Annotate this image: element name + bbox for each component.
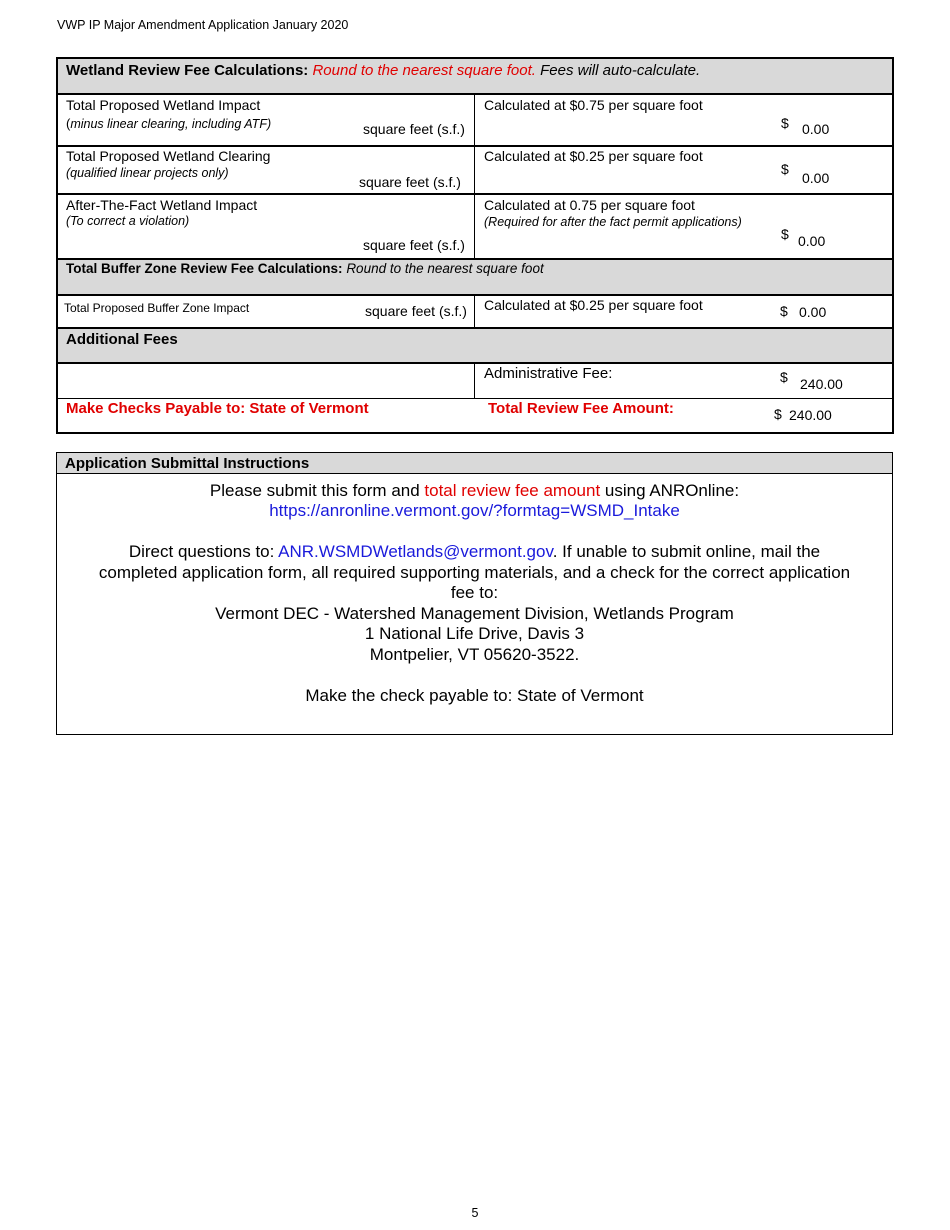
make-checks-payable: Make Checks Payable to: State of Vermont [66,400,369,417]
fee-calculation-table [56,57,894,434]
wetland-impact-currency: $ [781,115,789,131]
total-fee-currency: $ [774,406,782,422]
total-review-fee-phrase: total review fee amount [424,481,601,500]
atf-wetland-currency: $ [781,226,789,242]
wetland-clearing-unit: square feet (s.f.) [359,174,461,190]
address-line-2: 1 National Life Drive, Davis 3 [364,624,585,643]
wetland-impact-amount[interactable]: 0.00 [802,121,830,137]
page-number: 5 [471,1206,479,1220]
buffer-impact-calc: Calculated at $0.25 per square foot [484,297,703,313]
questions-line [57,542,892,563]
submit-line-start: Please submit this form and [209,481,425,500]
wetland-clearing-sublabel: (qualified linear projects only) [66,166,229,180]
wetland-clearing-calc: Calculated at $0.25 per square foot [484,148,703,164]
additional-fees-heading [58,327,892,363]
total-fee-row [58,398,892,432]
total-fee-label: Total Review Fee Amount: [488,400,674,417]
submit-line [57,481,892,502]
questions-line-end: . If unable to submit online, mail the [552,542,821,561]
atf-wetland-row [58,193,892,259]
buffer-impact-row [58,294,892,328]
check-payable-line: Make the check payable to: State of Vermont [305,686,644,705]
wetland-impact-calc: Calculated at $0.75 per square foot [484,97,703,113]
atf-wetland-amount[interactable]: 0.00 [798,233,826,249]
buffer-heading-note: Round to the nearest square foot [346,261,544,276]
atf-wetland-calc: Calculated at 0.75 per square foot [484,197,695,213]
wetland-impact-paren: ( [66,116,71,131]
wetland-impact-unit: square feet (s.f.) [363,121,465,137]
submittal-instructions-title: Application Submittal Instructions [57,453,892,474]
wetland-impact-row [58,93,892,145]
wetland-heading-round: Round to the nearest square foot. [312,62,536,79]
buffer-heading-bold: Total Buffer Zone Review Fee Calculations: [66,261,343,276]
wetlands-email-link[interactable]: ANR.WSMDWetlands@vermont.gov [278,542,553,561]
address-line-1: Vermont DEC - Watershed Management Division, Wetlands Program [215,604,734,623]
buffer-impact-amount[interactable]: 0.00 [799,304,827,320]
wetland-clearing-amount[interactable]: 0.00 [802,170,830,186]
wetland-clearing-label: Total Proposed Wetland Clearing [66,148,271,164]
document-header: VWP IP Major Amendment Application January 2020 [57,18,349,32]
wetland-clearing-row [58,145,892,195]
wetland-impact-sublabel: minus linear clearing, including ATF) [70,117,272,131]
submit-line-end: using ANROnline: [600,481,740,500]
admin-fee-label: Administrative Fee: [484,365,613,382]
admin-fee-row [58,362,892,398]
mail-line: completed application form, all required supporting materials, and a check for the correct application [98,563,851,582]
buffer-impact-unit: square feet (s.f.) [365,303,467,319]
admin-fee-amount[interactable]: 240.00 [800,376,843,392]
questions-line-start: Direct questions to: [128,542,279,561]
anronline-link[interactable]: https://anronline.vermont.gov/?formtag=WSMD_Intake [269,501,680,520]
atf-wetland-calc-note: (Required for after the fact permit applications) [484,215,742,229]
submittal-instructions-box [56,452,893,735]
admin-fee-currency: $ [780,369,788,385]
address-line-3: Montpelier, VT 05620-3522. [369,645,580,664]
wetland-fee-heading [58,59,892,95]
wetland-heading-bold: Wetland Review Fee Calculations: [66,62,309,79]
atf-wetland-unit: square feet (s.f.) [363,237,465,253]
buffer-impact-currency: $ [780,303,788,319]
buffer-impact-label: Total Proposed Buffer Zone Impact [64,301,250,315]
wetland-impact-label: Total Proposed Wetland Impact [66,97,261,113]
total-fee-amount[interactable]: 240.00 [789,407,832,423]
wetland-clearing-currency: $ [781,161,789,177]
fee-to-line: fee to: [450,583,499,602]
additional-fees-title: Additional Fees [66,331,178,348]
atf-wetland-label: After-The-Fact Wetland Impact [66,197,258,213]
wetland-heading-note: Fees will auto-calculate. [540,62,701,79]
atf-wetland-sublabel: (To correct a violation) [66,214,190,228]
buffer-fee-heading [58,258,892,294]
